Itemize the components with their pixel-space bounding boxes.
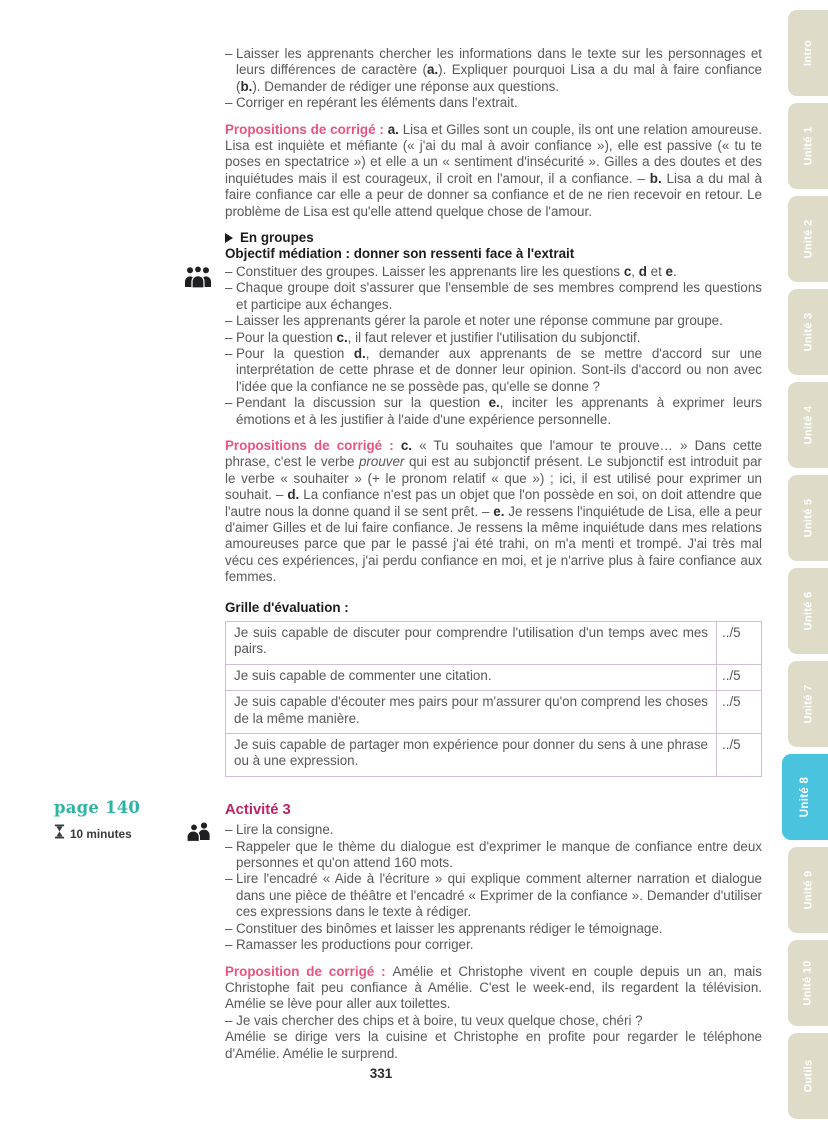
text-segment: d xyxy=(638,263,647,279)
text-segment: Pour la question xyxy=(236,345,354,361)
text-segment: Amélie et Christophe vivent en couple depuis un an, mais Christophe fait peu confiance à Amélie. C'est le week-end, ils regardent la télévision. Amélie se lève pour aller aux toilettes. xyxy=(225,963,762,1012)
list-item-text xyxy=(236,46,762,95)
text-segment: e. xyxy=(493,503,509,519)
sidebar-tab-label: Unité 7 xyxy=(802,684,814,724)
list-item xyxy=(225,839,762,872)
text-segment: Lire la consigne. xyxy=(236,822,334,838)
activity-instruction-list xyxy=(225,822,762,953)
dash-bullet: – xyxy=(225,937,233,953)
sidebar-tab-unité-9[interactable] xyxy=(788,847,828,933)
score-cell: ../5 xyxy=(717,622,762,665)
criterion-cell: Je suis capable de partager mon expérience pour donner du sens à une phrase ou à une expression. xyxy=(226,734,717,777)
text-segment: Lisa a du mal à faire confiance car elle a peur de donner sa confiance et de ne rien recevoir en retour. Le problème de Lisa est qu'elle attend quelque chose de l'amour. xyxy=(225,170,762,219)
list-item-text xyxy=(236,95,762,111)
score-cell: ../5 xyxy=(717,734,762,777)
sidebar-tab-label: Unité 1 xyxy=(802,126,814,166)
sidebar-tab-unité-4[interactable] xyxy=(788,382,828,468)
corrige-paragraph-ab xyxy=(225,122,762,220)
list-item-text xyxy=(236,822,762,838)
activity-dialogue-line xyxy=(225,1013,762,1029)
text-segment: d. xyxy=(287,487,304,503)
corrige-paragraph-cde xyxy=(225,438,762,586)
text-segment: c. xyxy=(400,437,420,453)
text-segment: et xyxy=(646,263,666,279)
criterion-cell: Je suis capable de commenter une citation. xyxy=(226,664,717,690)
text-segment: c. xyxy=(336,329,348,345)
activity-corrige-end xyxy=(225,1029,762,1062)
list-item-text xyxy=(236,839,762,872)
dash-bullet: – xyxy=(225,263,233,279)
intro-instruction-list xyxy=(225,46,762,112)
text-segment: a. xyxy=(426,62,439,78)
text-segment: ). Demander de rédiger une réponse aux questions. xyxy=(252,78,560,94)
run-in-heading: Propositions de corrigé : xyxy=(225,121,388,137)
text-segment: b. xyxy=(649,170,667,186)
text-segment: Pendant la discussion sur la question xyxy=(236,395,489,411)
criterion-cell: Je suis capable de discuter pour comprendre l'utilisation d'un temps avec mes pairs. xyxy=(226,622,717,665)
text-segment: c xyxy=(623,263,632,279)
groups-kicker-label: En groupes xyxy=(240,230,314,246)
sidebar-tab-label: Intro xyxy=(801,40,814,66)
dash-bullet: – xyxy=(225,920,233,936)
dash-bullet: – xyxy=(225,345,233,361)
sidebar-tab-label: Unité 8 xyxy=(798,776,811,818)
list-item xyxy=(225,313,762,329)
dash-bullet: – xyxy=(225,46,233,61)
sidebar-tab-unité-3[interactable] xyxy=(788,289,828,375)
list-item-text xyxy=(236,937,762,953)
text-segment: . xyxy=(672,263,677,279)
text-segment: Pour la question xyxy=(236,329,337,345)
list-item xyxy=(225,395,762,428)
sidebar-tab-label: Unité 6 xyxy=(802,591,814,631)
list-item-text xyxy=(236,921,762,937)
list-item xyxy=(225,921,762,937)
text-segment: b. xyxy=(240,78,253,94)
list-item xyxy=(225,822,762,838)
table-row xyxy=(226,734,762,777)
sidebar-tab-unité-6[interactable] xyxy=(788,568,828,654)
text-segment: prouver xyxy=(358,454,405,470)
sidebar-tab-label: Unité 2 xyxy=(802,219,814,259)
group-of-three-icon xyxy=(184,265,212,293)
triangle-bullet-icon xyxy=(225,233,233,243)
text-segment: , demander aux apprenants de se mettre d'accord sur une interprétation de cette phrase et de donner leur opinion. Sont-ils d'accord ou non avec l'idée que la confiance ne se possède pas, qu'elle se donne ? xyxy=(236,345,762,394)
list-item-text xyxy=(236,395,762,428)
text-segment: , il faut relever et justifier l'utilisation du subjonctif. xyxy=(347,329,641,345)
text-segment: Je ressens l'inquiétude de Lisa, elle a peur d'aimer Gilles et de lui faire confiance. Je ressens la même inquiétude dans mes relations amoureuses parce que par le passé j'ai été trahi, on m'a menti et trompé. J'ai très mal vécu ces expériences, j'ai perdu confiance en moi, et je n'arrive plus à faire confiance aux femmes. xyxy=(225,503,762,585)
evaluation-grid-table xyxy=(225,621,762,777)
text-segment: Amélie se dirige vers la cuisine et Christophe en profite pour regarder le téléphone d'Amélie. Amélie le surprend. xyxy=(225,1029,762,1061)
sidebar-tab-unité-7[interactable] xyxy=(788,661,828,747)
text-segment: Constituer des groupes. Laisser les apprenants lire les questions xyxy=(236,263,624,279)
dash-bullet: – xyxy=(225,313,233,329)
run-in-heading: Proposition de corrigé : xyxy=(225,963,393,979)
text-segment: , inciter les apprenants à exprimer leurs émotions et à les justifier à l'aide d'une expérience personnelle. xyxy=(236,395,762,427)
sidebar-tab-label: Unité 10 xyxy=(802,960,815,1006)
dash-bullet: – xyxy=(225,822,233,838)
duration-text: 10 minutes xyxy=(70,826,132,841)
list-item-text xyxy=(236,871,762,920)
text-segment: « Tu souhaites que l'amour te prouve… » Dans cette phrase, c'est le verbe xyxy=(225,437,762,470)
text-segment: ). Expliquer pourquoi Lisa a du mal à faire confiance ( xyxy=(236,62,762,94)
dash-bullet: – xyxy=(225,95,233,111)
score-cell: ../5 xyxy=(717,664,762,690)
text-segment: Lisa et Gilles sont un couple, ils ont une relation amoureuse. Lisa est inquiète et méfiante (« j'ai du mal à avoir confiance »), elle est passive (« tu te poses en spectatrice ») et elle a un « sentiment d'insécurité ». Gilles a des doutes et des inquiétudes mais il est courageux, il croit en l'amour, il a confiance. – xyxy=(225,121,762,186)
evaluation-grid-title: Grille d'évaluation : xyxy=(225,599,349,615)
sidebar-tab-label: Unité 5 xyxy=(802,498,814,538)
mediation-objective-heading: Objectif médiation : donner son ressenti face à l'extrait xyxy=(225,246,575,262)
text-segment: qui est au subjonctif présent. Le subjonctif est introduit par le verbe « souhaiter » (+ le pronom relatif « que ») ; ici, il est utilisé pour exprimer un souhait. – xyxy=(225,454,762,503)
run-in-heading: Propositions de corrigé : xyxy=(225,437,401,453)
text-segment: , xyxy=(631,263,639,279)
table-row xyxy=(226,691,762,734)
dash-bullet: – xyxy=(225,395,233,411)
sidebar-tab-label: Unité 4 xyxy=(802,405,814,445)
text-segment: e xyxy=(665,263,673,279)
text-segment: Corriger en repérant les éléments dans l'extrait. xyxy=(236,95,518,111)
main-text-column xyxy=(54,46,762,1062)
text-segment: – Je vais chercher des chips et à boire, tu veux quelque chose, chéri ? xyxy=(225,1012,643,1028)
list-item xyxy=(225,46,762,95)
activity-3-section xyxy=(54,797,762,1062)
sidebar-tab-label: Outils xyxy=(802,1059,814,1093)
list-item-text xyxy=(236,330,762,346)
sidebar-tab-unité-10[interactable] xyxy=(788,940,828,1026)
list-item-text xyxy=(236,313,762,329)
page-reference: page 140 xyxy=(54,797,141,817)
list-item xyxy=(225,937,762,953)
text-segment: Constituer des binômes et laisser les apprenants rédiger le témoignage. xyxy=(236,920,663,936)
list-item xyxy=(225,280,762,313)
text-segment: Ramasser les productions pour corriger. xyxy=(236,937,474,953)
text-segment: Laisser les apprenants chercher les informations dans le texte sur les personnages et leurs différences de caractère ( xyxy=(236,46,762,78)
groups-kicker xyxy=(225,230,762,246)
list-item xyxy=(225,871,762,920)
text-segment: Chaque groupe doit s'assurer que l'ensemble de ses membres comprend les questions et participe aux échanges. xyxy=(236,280,762,312)
score-cell: ../5 xyxy=(717,691,762,734)
dash-bullet: – xyxy=(225,280,233,296)
dash-bullet: – xyxy=(225,838,233,854)
sidebar-tab-unité-5[interactable] xyxy=(788,475,828,561)
sidebar-tab-outils[interactable] xyxy=(788,1033,828,1119)
hourglass-icon xyxy=(54,824,65,843)
text-segment: a. xyxy=(387,121,403,137)
unit-tab-rail xyxy=(778,0,828,1123)
text-segment: d. xyxy=(353,345,366,361)
list-item xyxy=(225,330,762,346)
list-item xyxy=(225,95,762,111)
list-item-text xyxy=(236,280,762,313)
list-item-text xyxy=(236,346,762,395)
sidebar-tab-label: Unité 3 xyxy=(802,312,814,352)
dash-bullet: – xyxy=(225,329,233,345)
text-segment: Rappeler que le thème du dialogue est d'exprimer le manque de confiance entre deux personnes et qu'on attend 160 mots. xyxy=(236,838,762,871)
evaluation-grid-section xyxy=(225,600,762,777)
text-segment: e. xyxy=(488,395,500,411)
text-segment: La confiance n'est pas un objet que l'on possède en soi, on doit attendre que l'autre nous la donne quand il se sent prêt. – xyxy=(225,487,762,519)
activity-title: Activité 3 xyxy=(225,801,291,818)
pair-icon xyxy=(186,821,212,846)
sidebar-tab-intro[interactable] xyxy=(788,10,828,96)
text-segment: Lire l'encadré « Aide à l'écriture » qui explique comment alterner narration et dialogue dans une pièce de théâtre et l'encadré « Exprimer de la confiance ». Demander d'utiliser ces expressions dans le texte à rédiger. xyxy=(236,871,762,920)
groups-section xyxy=(225,230,762,586)
criterion-cell: Je suis capable d'écouter mes pairs pour m'assurer qu'on comprend les choses de la même manière. xyxy=(226,691,717,734)
table-row xyxy=(226,622,762,665)
sidebar-tab-unité-1[interactable] xyxy=(788,103,828,189)
sidebar-tab-unité-2[interactable] xyxy=(788,196,828,282)
list-item-text xyxy=(236,264,762,280)
text-segment: Laisser les apprenants gérer la parole et noter une réponse commune par groupe. xyxy=(236,313,723,329)
list-item xyxy=(225,264,762,280)
page-number: 331 xyxy=(369,1066,393,1081)
dash-bullet: – xyxy=(225,871,233,887)
sidebar-tab-label: Unité 9 xyxy=(802,870,814,910)
table-row xyxy=(226,664,762,690)
sidebar-tab-unité-8[interactable] xyxy=(782,754,828,840)
activity-corrige-paragraph xyxy=(225,964,762,1013)
list-item xyxy=(225,346,762,395)
groups-instruction-list xyxy=(225,264,762,428)
